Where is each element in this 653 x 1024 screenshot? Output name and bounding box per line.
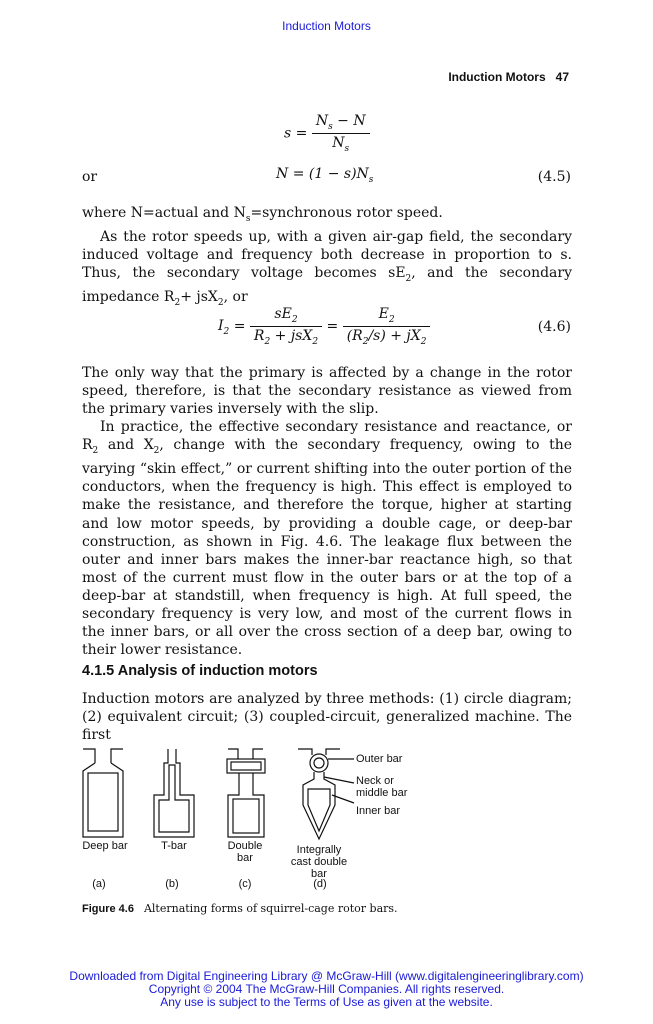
integrally-cast-bar-shape (298, 749, 354, 839)
paragraph-slip (82, 204, 572, 312)
letter-a: (a) (92, 878, 106, 890)
figure-caption-label: Figure 4.6 (82, 903, 134, 915)
letter-b: (b) (165, 878, 179, 890)
eq-s-fraction (312, 113, 370, 154)
equation-secondary-current (218, 306, 430, 347)
para1-line-b: As the rotor speeds up, with a given air-gap field, the secondary induced voltage and frequency both decrease in proportion to s. Thus, the secondary voltage becomes $sE_2$, and the secondary impedance $R_2+ jsX_2$, or (82, 228, 572, 308)
eq-i2-lhs: $I_2$ (218, 318, 230, 338)
t-bar-shape (154, 749, 194, 837)
eq-i2-numerator-2: $E_2$ (343, 306, 431, 327)
deep-bar-shape (83, 749, 123, 837)
callout-outer-bar: Outer bar (356, 753, 403, 765)
para3-text: Induction motors are analyzed by three methods: (1) circle diagram; (2) equivalent circuit; (3) coupled-circuit, generalized machine. The first (82, 691, 572, 744)
callout-inner-bar: Inner bar (356, 805, 401, 817)
footer (0, 970, 653, 1009)
section-heading: 4.1.5 Analysis of induction motors (82, 663, 318, 679)
eq-s-lhs: s (284, 125, 292, 142)
equation-number-4-6: (4.6) (537, 319, 571, 335)
eq-i2-fraction-1 (250, 306, 322, 347)
label-integrally-cast: Integrally cast double bar (290, 844, 348, 880)
top-title-link[interactable]: Induction Motors (282, 19, 371, 33)
callout-neck: Neck or middle bar (356, 775, 408, 799)
or-label: or (82, 169, 98, 185)
running-head (448, 70, 569, 84)
eq-s-numerator: $N_s - N$ (312, 113, 370, 134)
page-number: 47 (555, 70, 569, 84)
equation-slip (284, 113, 370, 154)
figure-caption (82, 902, 398, 915)
para1-line-a: where N=actual and $N_s=synchronous$ rotor speed. (82, 205, 443, 224)
para2-line-a: The only way that the primary is affected by a change in the rotor speed, therefore, is that the secondary resistance as viewed from the primary varies inversely with the slip. (82, 365, 572, 418)
para2-line-b: In practice, the effective secondary resistance and reactance, or $R_2$ and $X_2$, change with the secondary frequency, owing to the varying “skin effect,” or current shifting into the outer portion of the conductors, when the frequency is high. This effect is employed to make the resistance, and therefore the torque, higher at starting and low motor speeds, by providing a double cage, or deep-bar construction, as shown in Fig. 4.6. The leakage flux between the outer and inner bars makes the inner-bar reactance high, so that most of the current must flow in the outer bars or at the top of a deep-bar at standstill, when frequency is high. At full speed, the secondary frequency is very low, and most of the current flows in the inner bars, or all over the cross section of a deep bar, owing to their lower resistance. (82, 419, 572, 659)
eq-i2-denominator-2: $(R_2/s) + jX_2$ (346, 327, 427, 347)
figure-caption-text: Alternating forms of squirrel-cage rotor bars. (143, 902, 398, 915)
label-deep-bar: Deep bar (82, 840, 128, 852)
paragraph-analysis (82, 690, 572, 744)
eq-i2-equals-2: = (326, 318, 339, 335)
paragraph-skin-effect (82, 364, 572, 659)
label-double-bar: Double bar (227, 840, 263, 864)
footer-download-link[interactable]: Downloaded from Digital Engineering Library @ McGraw-Hill (www.digitalengineeringlibrary.com) (69, 969, 584, 983)
footer-copyright-link[interactable]: Copyright © 2004 The McGraw-Hill Companies. All rights reserved. (148, 982, 505, 996)
eq-i2-denominator-1: $R_2 + jsX_2$ (253, 327, 319, 347)
figure-4-6 (78, 745, 438, 895)
eq-s-equals: = (295, 125, 308, 142)
footer-terms-link[interactable]: Any use is subject to the Terms of Use as given at the website. (160, 995, 493, 1009)
equation-number-4-5: (4.5) (537, 169, 571, 185)
eq-i2-fraction-2 (343, 306, 431, 347)
eq-i2-equals: = (233, 318, 246, 335)
eq-i2-numerator-1: $sE_2$ (250, 306, 322, 327)
eq-s-denominator: $N_s$ (332, 134, 350, 154)
label-t-bar: T-bar (161, 840, 187, 852)
letter-c: (c) (238, 878, 252, 890)
running-title: Induction Motors (448, 70, 546, 84)
equation-speed: $N = (1 - s)N_s$ (276, 166, 374, 185)
double-bar-shape (227, 749, 265, 837)
letter-d: (d) (313, 878, 327, 890)
